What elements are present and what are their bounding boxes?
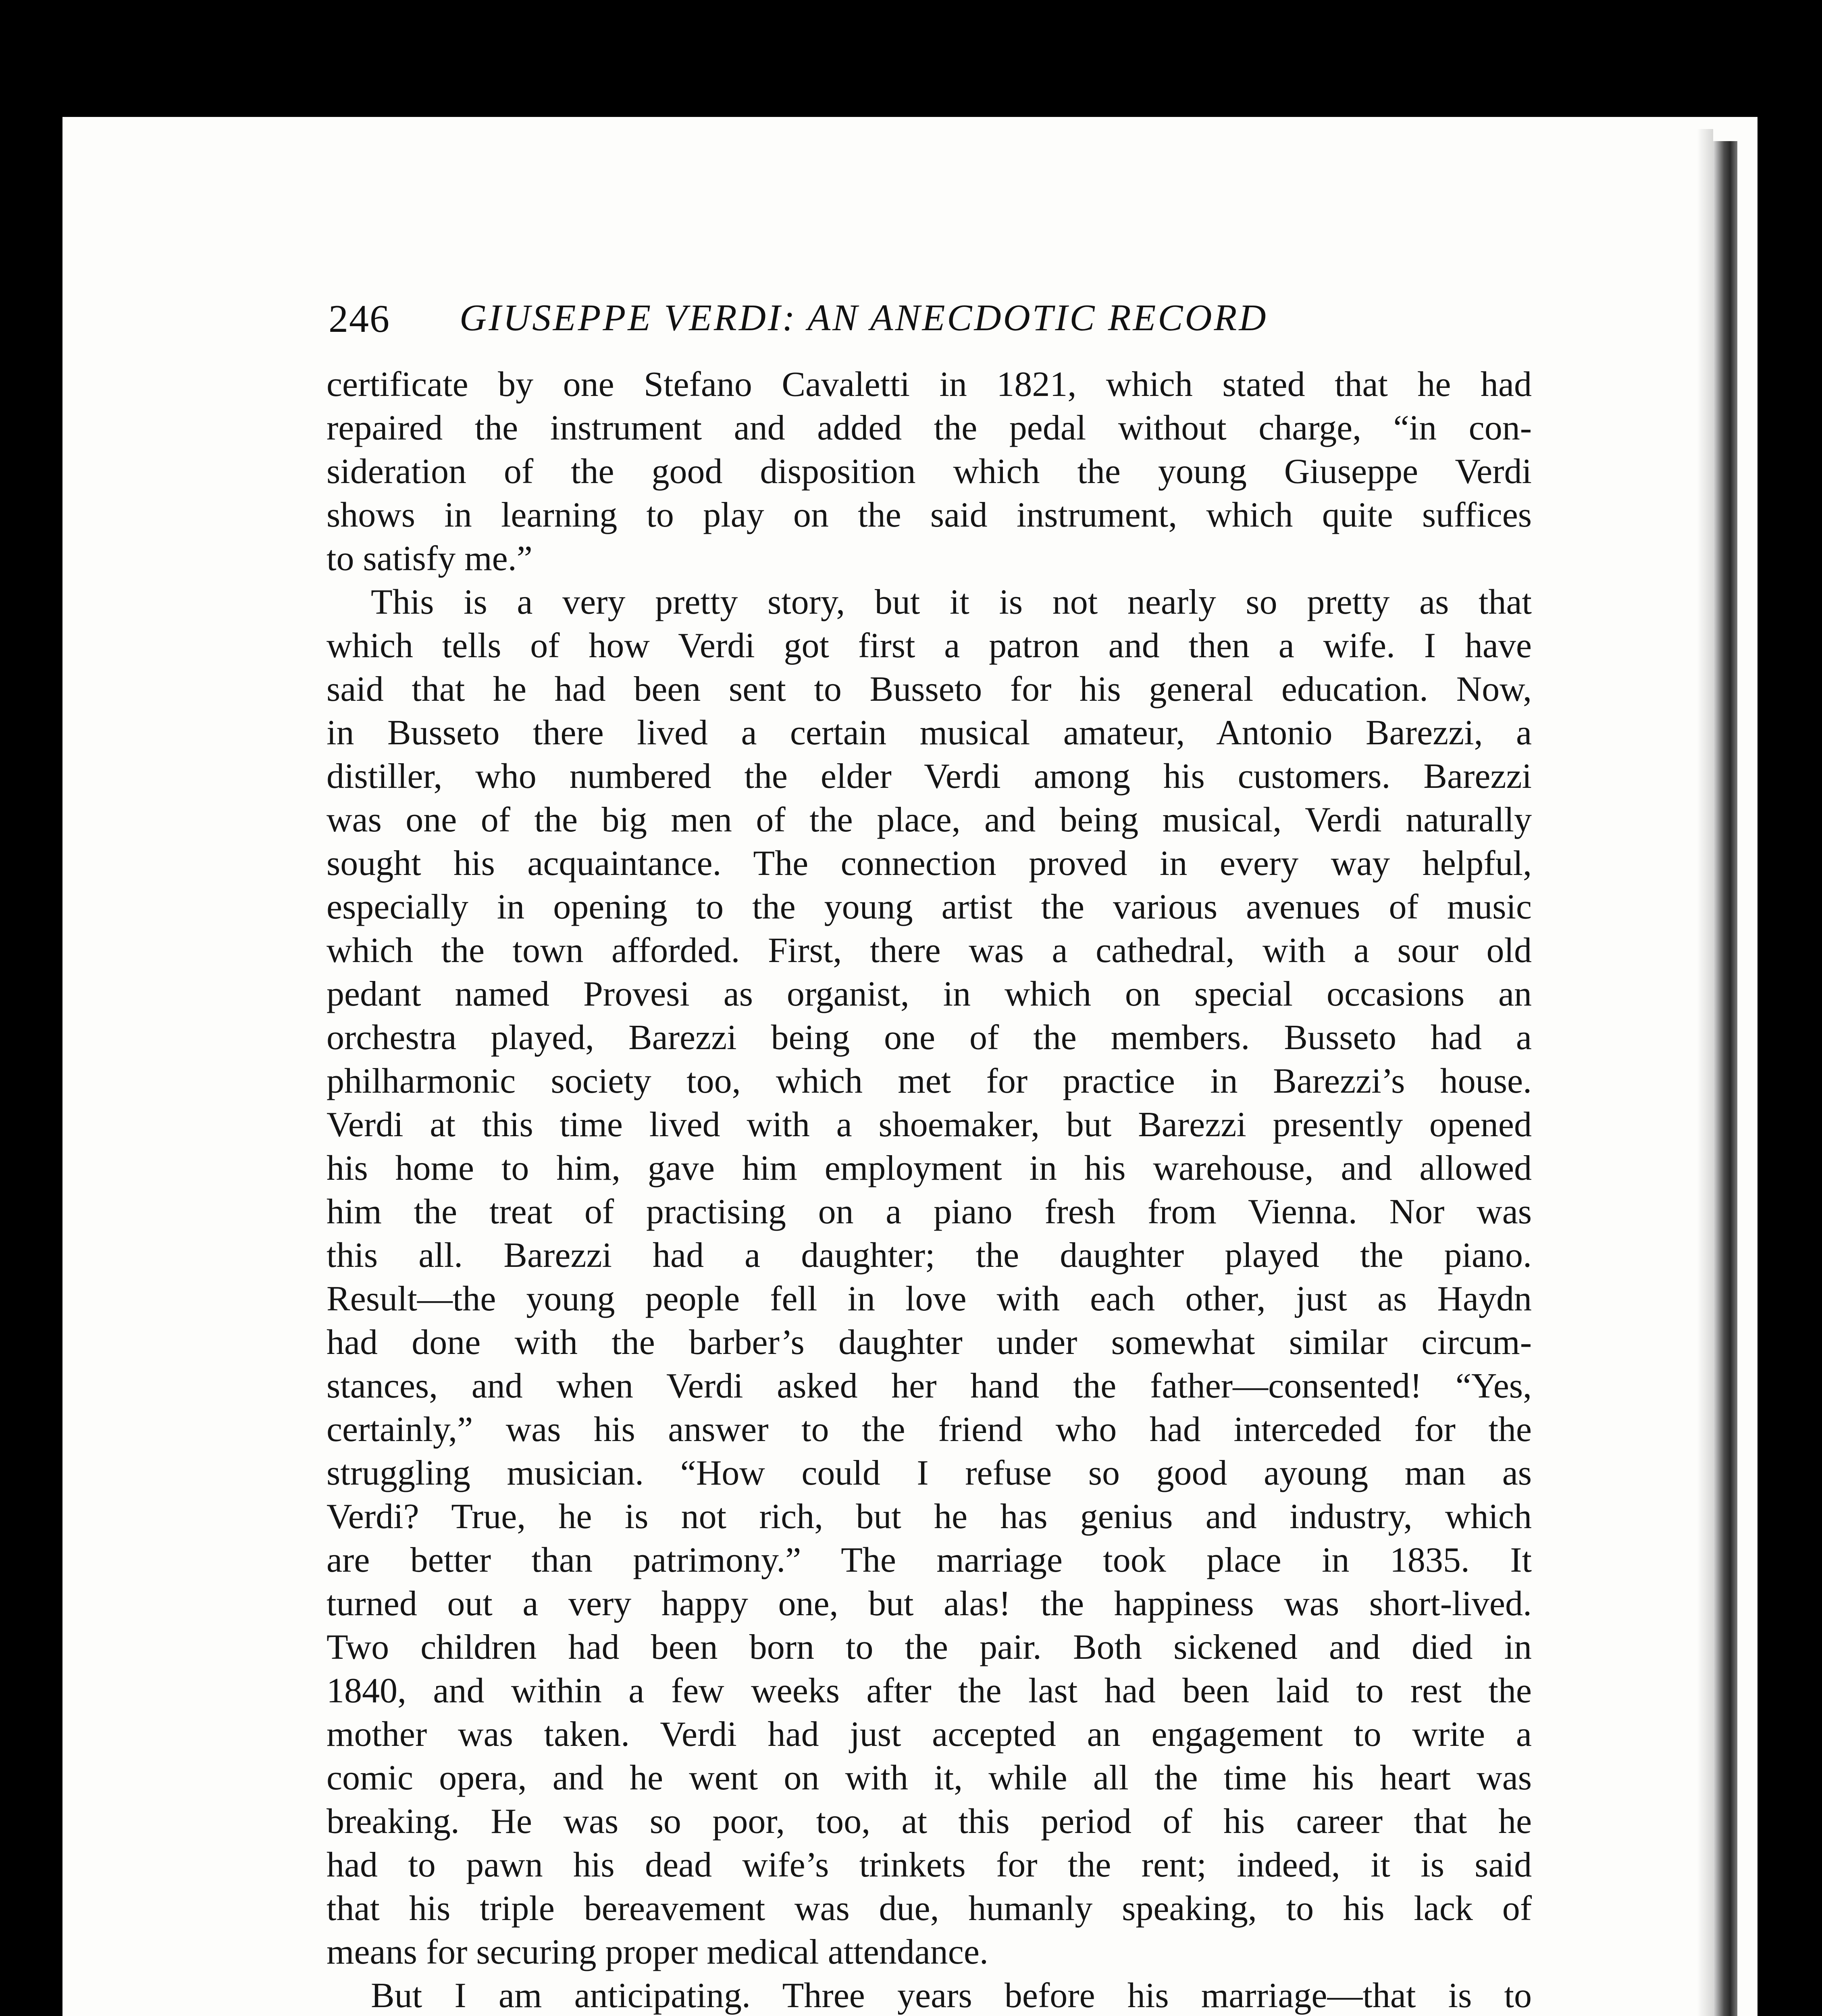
- text-line: which the town afforded. First, there was a cathedral, with a sour old: [327, 931, 1532, 970]
- text-line: shows in learning to play on the said instrument, which quite suffices: [327, 496, 1532, 535]
- text-line: philharmonic society too, which met for practice in Barezzi’s house.: [327, 1062, 1532, 1101]
- text-line: stances, and when Verdi asked her hand the father—consented! “Yes,: [327, 1366, 1532, 1406]
- page-number: 246: [329, 297, 390, 341]
- text-line: Verdi? True, he is not rich, but he has genius and industry, which: [327, 1497, 1532, 1536]
- text-line: certificate by one Stefano Cavaletti in 1821, which stated that he had: [327, 365, 1532, 404]
- page-edge: [1713, 141, 1737, 2016]
- text-line: especially in opening to the young artist the various avenues of music: [327, 887, 1532, 927]
- text-line: this all. Barezzi had a daughter; the daughter played the piano.: [327, 1236, 1532, 1275]
- text-line: means for securing proper medical attendance.: [327, 1933, 988, 1972]
- text-line: This is a very pretty story, but it is not nearly so pretty as that: [371, 583, 1532, 622]
- text-line: breaking. He was so poor, too, at this period of his career that he: [327, 1802, 1532, 1841]
- text-line: repaired the instrument and added the pedal without charge, “in con-: [327, 408, 1532, 448]
- text-line: 1840, and within a few weeks after the last had been laid to rest the: [327, 1671, 1532, 1710]
- text-line: said that he had been sent to Busseto for his general education. Now,: [327, 670, 1532, 709]
- body-text: [327, 363, 1532, 2016]
- text-line: had to pawn his dead wife’s trinkets for the rent; indeed, it is said: [327, 1845, 1532, 1885]
- text-line: sideration of the good disposition which the young Giuseppe Verdi: [327, 452, 1532, 491]
- page-header: [329, 296, 1441, 349]
- text-line: comic opera, and he went on with it, while all the time his heart was: [327, 1758, 1532, 1797]
- text-line: mother was taken. Verdi had just accepted an engagement to write a: [327, 1715, 1532, 1754]
- text-line: was one of the big men of the place, and being musical, Verdi naturally: [327, 800, 1532, 839]
- text-line: are better than patrimony.” The marriage took place in 1835. It: [327, 1541, 1532, 1580]
- text-line: in Busseto there lived a certain musical amateur, Antonio Barezzi, a: [327, 713, 1532, 752]
- text-line: sought his acquaintance. The connection proved in every way helpful,: [327, 844, 1532, 883]
- text-line: Two children had been born to the pair. Both sickened and died in: [327, 1628, 1532, 1667]
- running-title: GIUSEPPE VERDI: AN ANECDOTIC RECORD: [460, 297, 1268, 339]
- text-line: certainly,” was his answer to the friend who had interceded for the: [327, 1410, 1532, 1449]
- text-line: turned out a very happy one, but alas! the happiness was short-lived.: [327, 1584, 1532, 1623]
- text-line: distiller, who numbered the elder Verdi among his customers. Barezzi: [327, 757, 1532, 796]
- page-gutter-shadow: [1697, 129, 1713, 2016]
- text-line: Result—the young people fell in love with each other, just as Haydn: [327, 1279, 1532, 1318]
- text-line: But I am anticipating. Three years before his marriage—that is to: [371, 1976, 1532, 2015]
- text-line: struggling musician. “How could I refuse so good ayoung man as: [327, 1454, 1532, 1493]
- text-line: Verdi at this time lived with a shoemaker, but Barezzi presently opened: [327, 1105, 1532, 1144]
- text-line: him the treat of practising on a piano fresh from Vienna. Nor was: [327, 1192, 1532, 1231]
- text-line: which tells of how Verdi got first a patron and then a wife. I have: [327, 626, 1532, 665]
- text-line: pedant named Provesi as organist, in which on special occasions an: [327, 975, 1532, 1014]
- text-line: his home to him, gave him employment in his warehouse, and allowed: [327, 1149, 1532, 1188]
- text-line: had done with the barber’s daughter under somewhat similar circum-: [327, 1323, 1532, 1362]
- text-line: orchestra played, Barezzi being one of the members. Busseto had a: [327, 1018, 1532, 1057]
- text-line: to satisfy me.”: [327, 539, 532, 578]
- text-line: that his triple bereavement was due, humanly speaking, to his lack of: [327, 1889, 1532, 1928]
